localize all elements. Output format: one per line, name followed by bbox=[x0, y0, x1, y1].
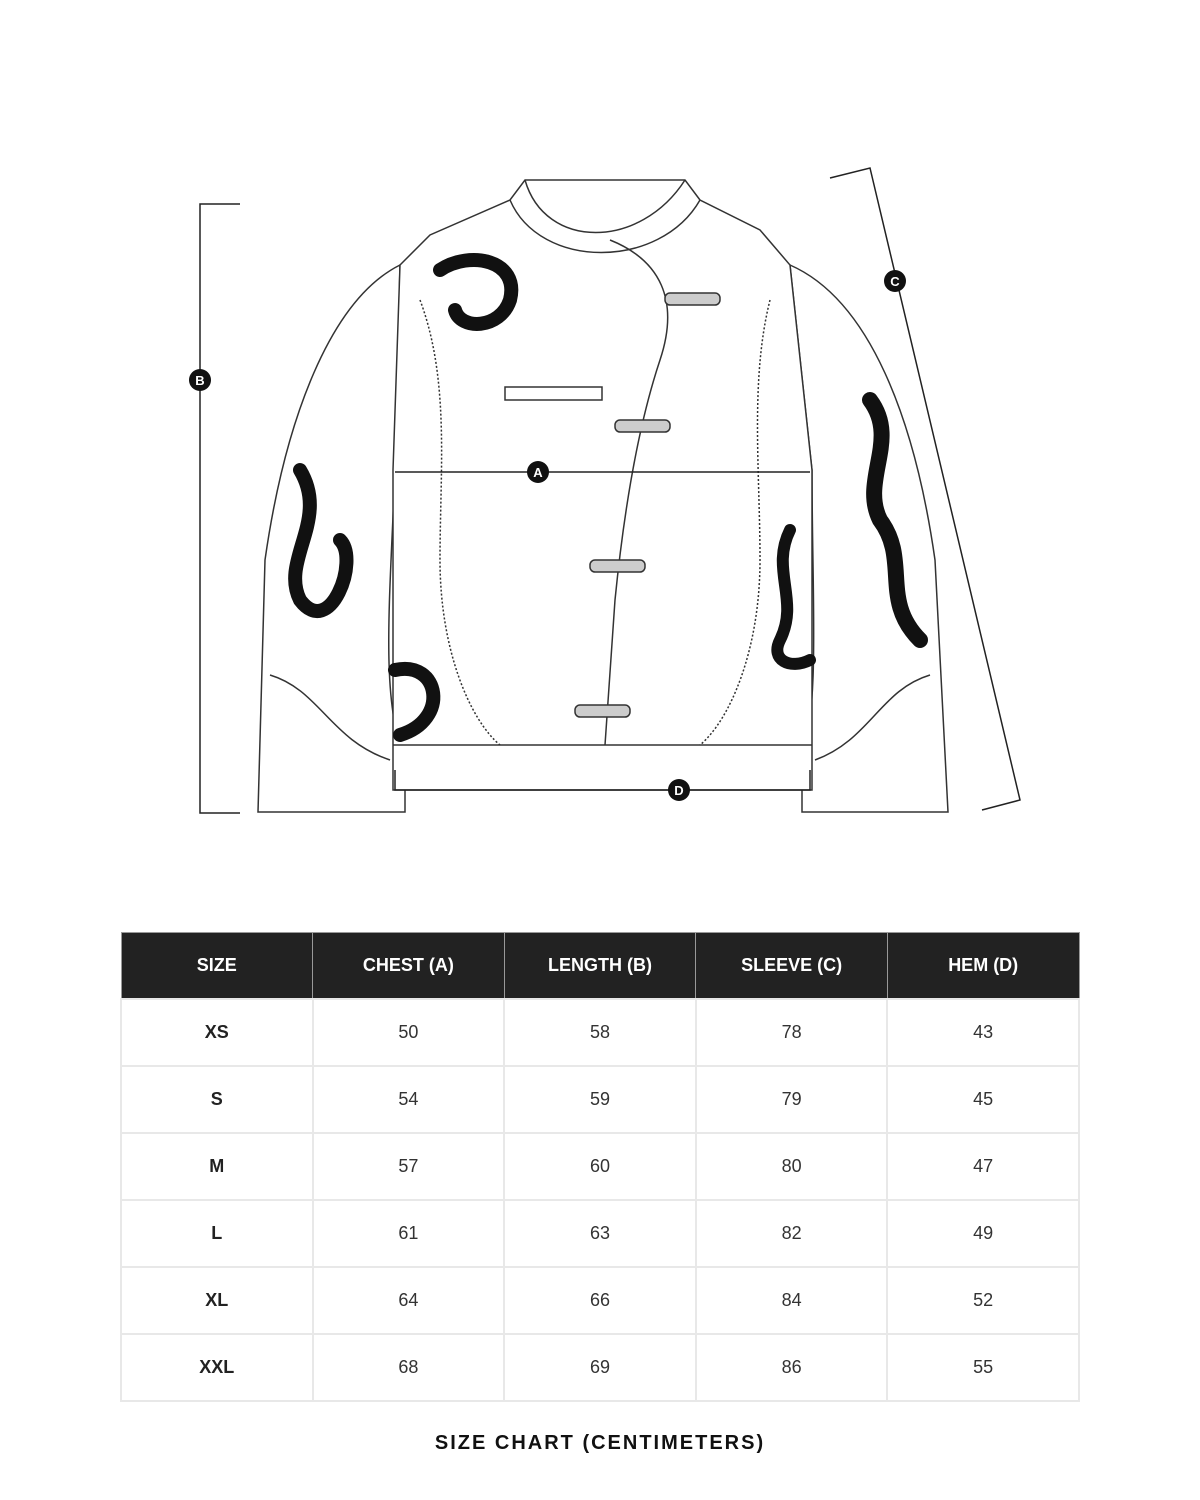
measurement-cell: 59 bbox=[504, 1066, 696, 1133]
table-row bbox=[121, 1066, 1079, 1133]
table-row bbox=[121, 1334, 1079, 1401]
table-row bbox=[121, 1133, 1079, 1200]
svg-text:C: C bbox=[890, 274, 900, 289]
size-cell: S bbox=[121, 1066, 313, 1133]
measurement-cell: 54 bbox=[313, 1066, 505, 1133]
measurement-cell: 84 bbox=[696, 1267, 888, 1334]
measurement-cell: 60 bbox=[504, 1133, 696, 1200]
marker-c bbox=[884, 270, 906, 292]
measurement-cell: 55 bbox=[887, 1334, 1079, 1401]
svg-text:B: B bbox=[195, 373, 205, 388]
measurement-cell: 64 bbox=[313, 1267, 505, 1334]
size-chart-table bbox=[120, 932, 1080, 1402]
measurement-cell: 86 bbox=[696, 1334, 888, 1401]
marker-b bbox=[189, 369, 211, 391]
header-length: LENGTH (B) bbox=[504, 933, 696, 1000]
svg-text:D: D bbox=[674, 783, 684, 798]
size-cell: XL bbox=[121, 1267, 313, 1334]
size-chart-caption: SIZE CHART (CENTIMETERS) bbox=[434, 1432, 766, 1454]
table-row bbox=[121, 999, 1079, 1066]
size-cell: M bbox=[121, 1133, 313, 1200]
measurement-cell: 78 bbox=[696, 999, 888, 1066]
size-cell: L bbox=[121, 1200, 313, 1267]
size-cell: XS bbox=[121, 999, 313, 1066]
header-hem: HEM (D) bbox=[887, 933, 1079, 1000]
size-cell: XXL bbox=[121, 1334, 313, 1401]
measurement-cell: 45 bbox=[887, 1066, 1079, 1133]
measurement-cell: 47 bbox=[887, 1133, 1079, 1200]
svg-text:A: A bbox=[533, 465, 543, 480]
marker-a bbox=[527, 461, 549, 483]
measurement-cell: 49 bbox=[887, 1200, 1079, 1267]
measurement-cell: 79 bbox=[696, 1066, 888, 1133]
measurement-cell: 68 bbox=[313, 1334, 505, 1401]
measurement-cell: 69 bbox=[504, 1334, 696, 1401]
measurement-cell: 61 bbox=[313, 1200, 505, 1267]
measurement-cell: 63 bbox=[504, 1200, 696, 1267]
measurement-cell: 52 bbox=[887, 1267, 1079, 1334]
table-header-row bbox=[121, 933, 1079, 1000]
header-chest: CHEST (A) bbox=[313, 933, 505, 1000]
header-sleeve: SLEEVE (C) bbox=[696, 933, 888, 1000]
measurement-cell: 82 bbox=[696, 1200, 888, 1267]
measurement-cell: 50 bbox=[313, 999, 505, 1066]
marker-d bbox=[668, 779, 690, 801]
measurement-cell: 43 bbox=[887, 999, 1079, 1066]
header-size: SIZE bbox=[121, 933, 313, 1000]
measurement-cell: 80 bbox=[696, 1133, 888, 1200]
measurement-cell: 66 bbox=[504, 1267, 696, 1334]
measurement-cell: 57 bbox=[313, 1133, 505, 1200]
measurement-cell: 58 bbox=[504, 999, 696, 1066]
table-row bbox=[121, 1267, 1079, 1334]
table-row bbox=[121, 1200, 1079, 1267]
